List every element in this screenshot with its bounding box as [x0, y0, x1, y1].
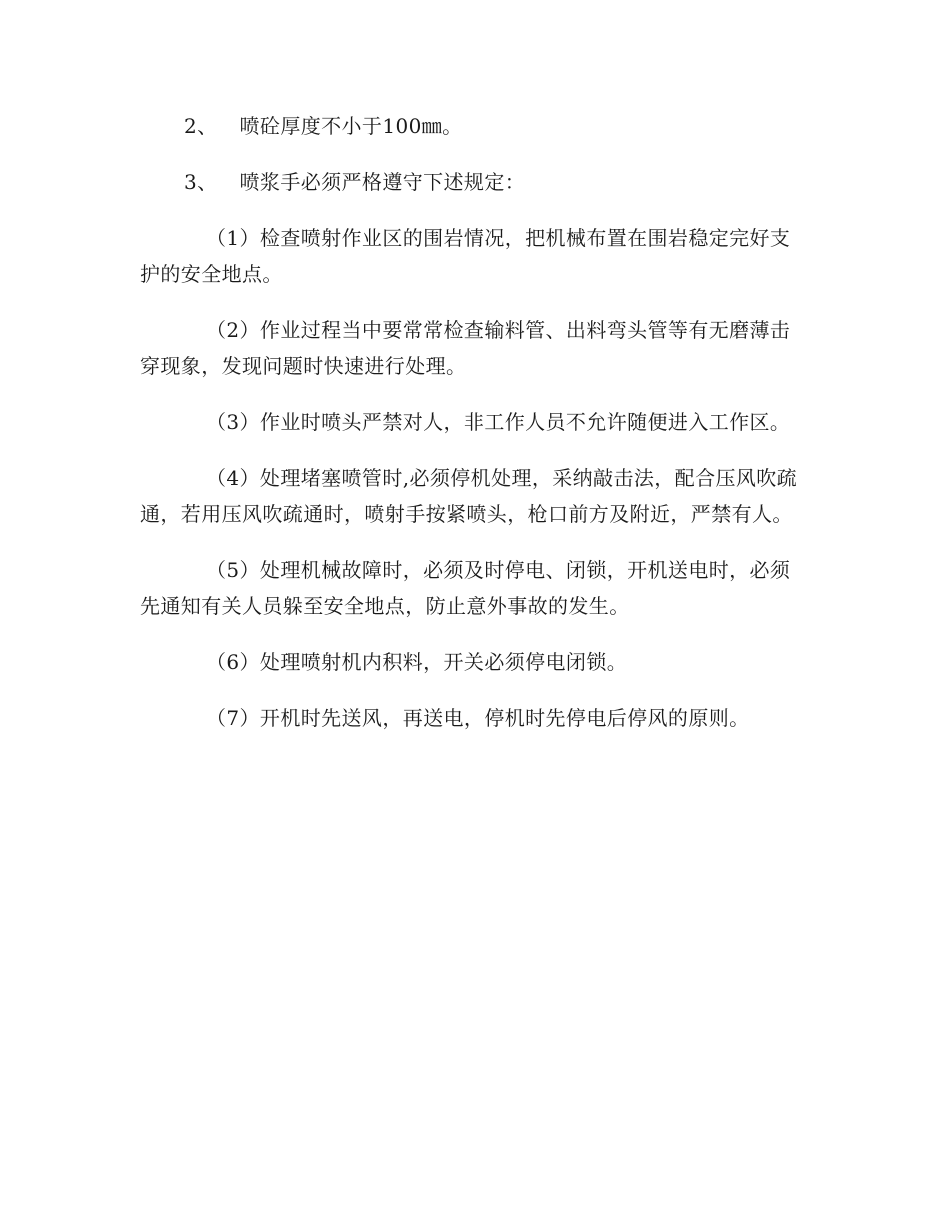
rule-item-2: （2）作业过程当中要常常检查输料管、出料弯头管等有无磨薄击穿现象，发现问题时快速进行处理。: [140, 318, 791, 378]
rule-item-6: （6）处理喷射机内积料，开关必须停电闭锁。: [206, 650, 628, 674]
document-body: [140, 108, 810, 756]
paragraph-number: 3、: [184, 170, 218, 194]
paragraph-2: [140, 108, 810, 144]
paragraph-text: 喷砼厚度不小于100㎜。: [239, 114, 463, 138]
paragraph-3: [140, 164, 810, 200]
rule-item-3: （3）作业时喷头严禁对人，非工作人员不允许随便进入工作区。: [206, 410, 791, 434]
rule-item-5: （5）处理机械故障时，必须及时停电、闭锁，开机送电时，必须先通知有关人员躲至安全地点，防止意外事故的发生。: [140, 558, 791, 618]
rule-item-1: （1）检查喷射作业区的围岩情况，把机械布置在围岩稳定完好支护的安全地点。: [140, 226, 791, 286]
paragraph-text: 喷浆手必须严格遵守下述规定：: [239, 170, 526, 194]
rule-item-7: （7）开机时先送风，再送电，停机时先停电后停风的原则。: [206, 706, 750, 730]
paragraph-number: 2、: [184, 114, 218, 138]
rule-item-4: （4）处理堵塞喷管时,必须停机处理，采纳敲击法，配合压风吹疏通，若用压风吹疏通时，喷射手按紧喷头，枪口前方及附近，严禁有人。: [140, 466, 798, 526]
